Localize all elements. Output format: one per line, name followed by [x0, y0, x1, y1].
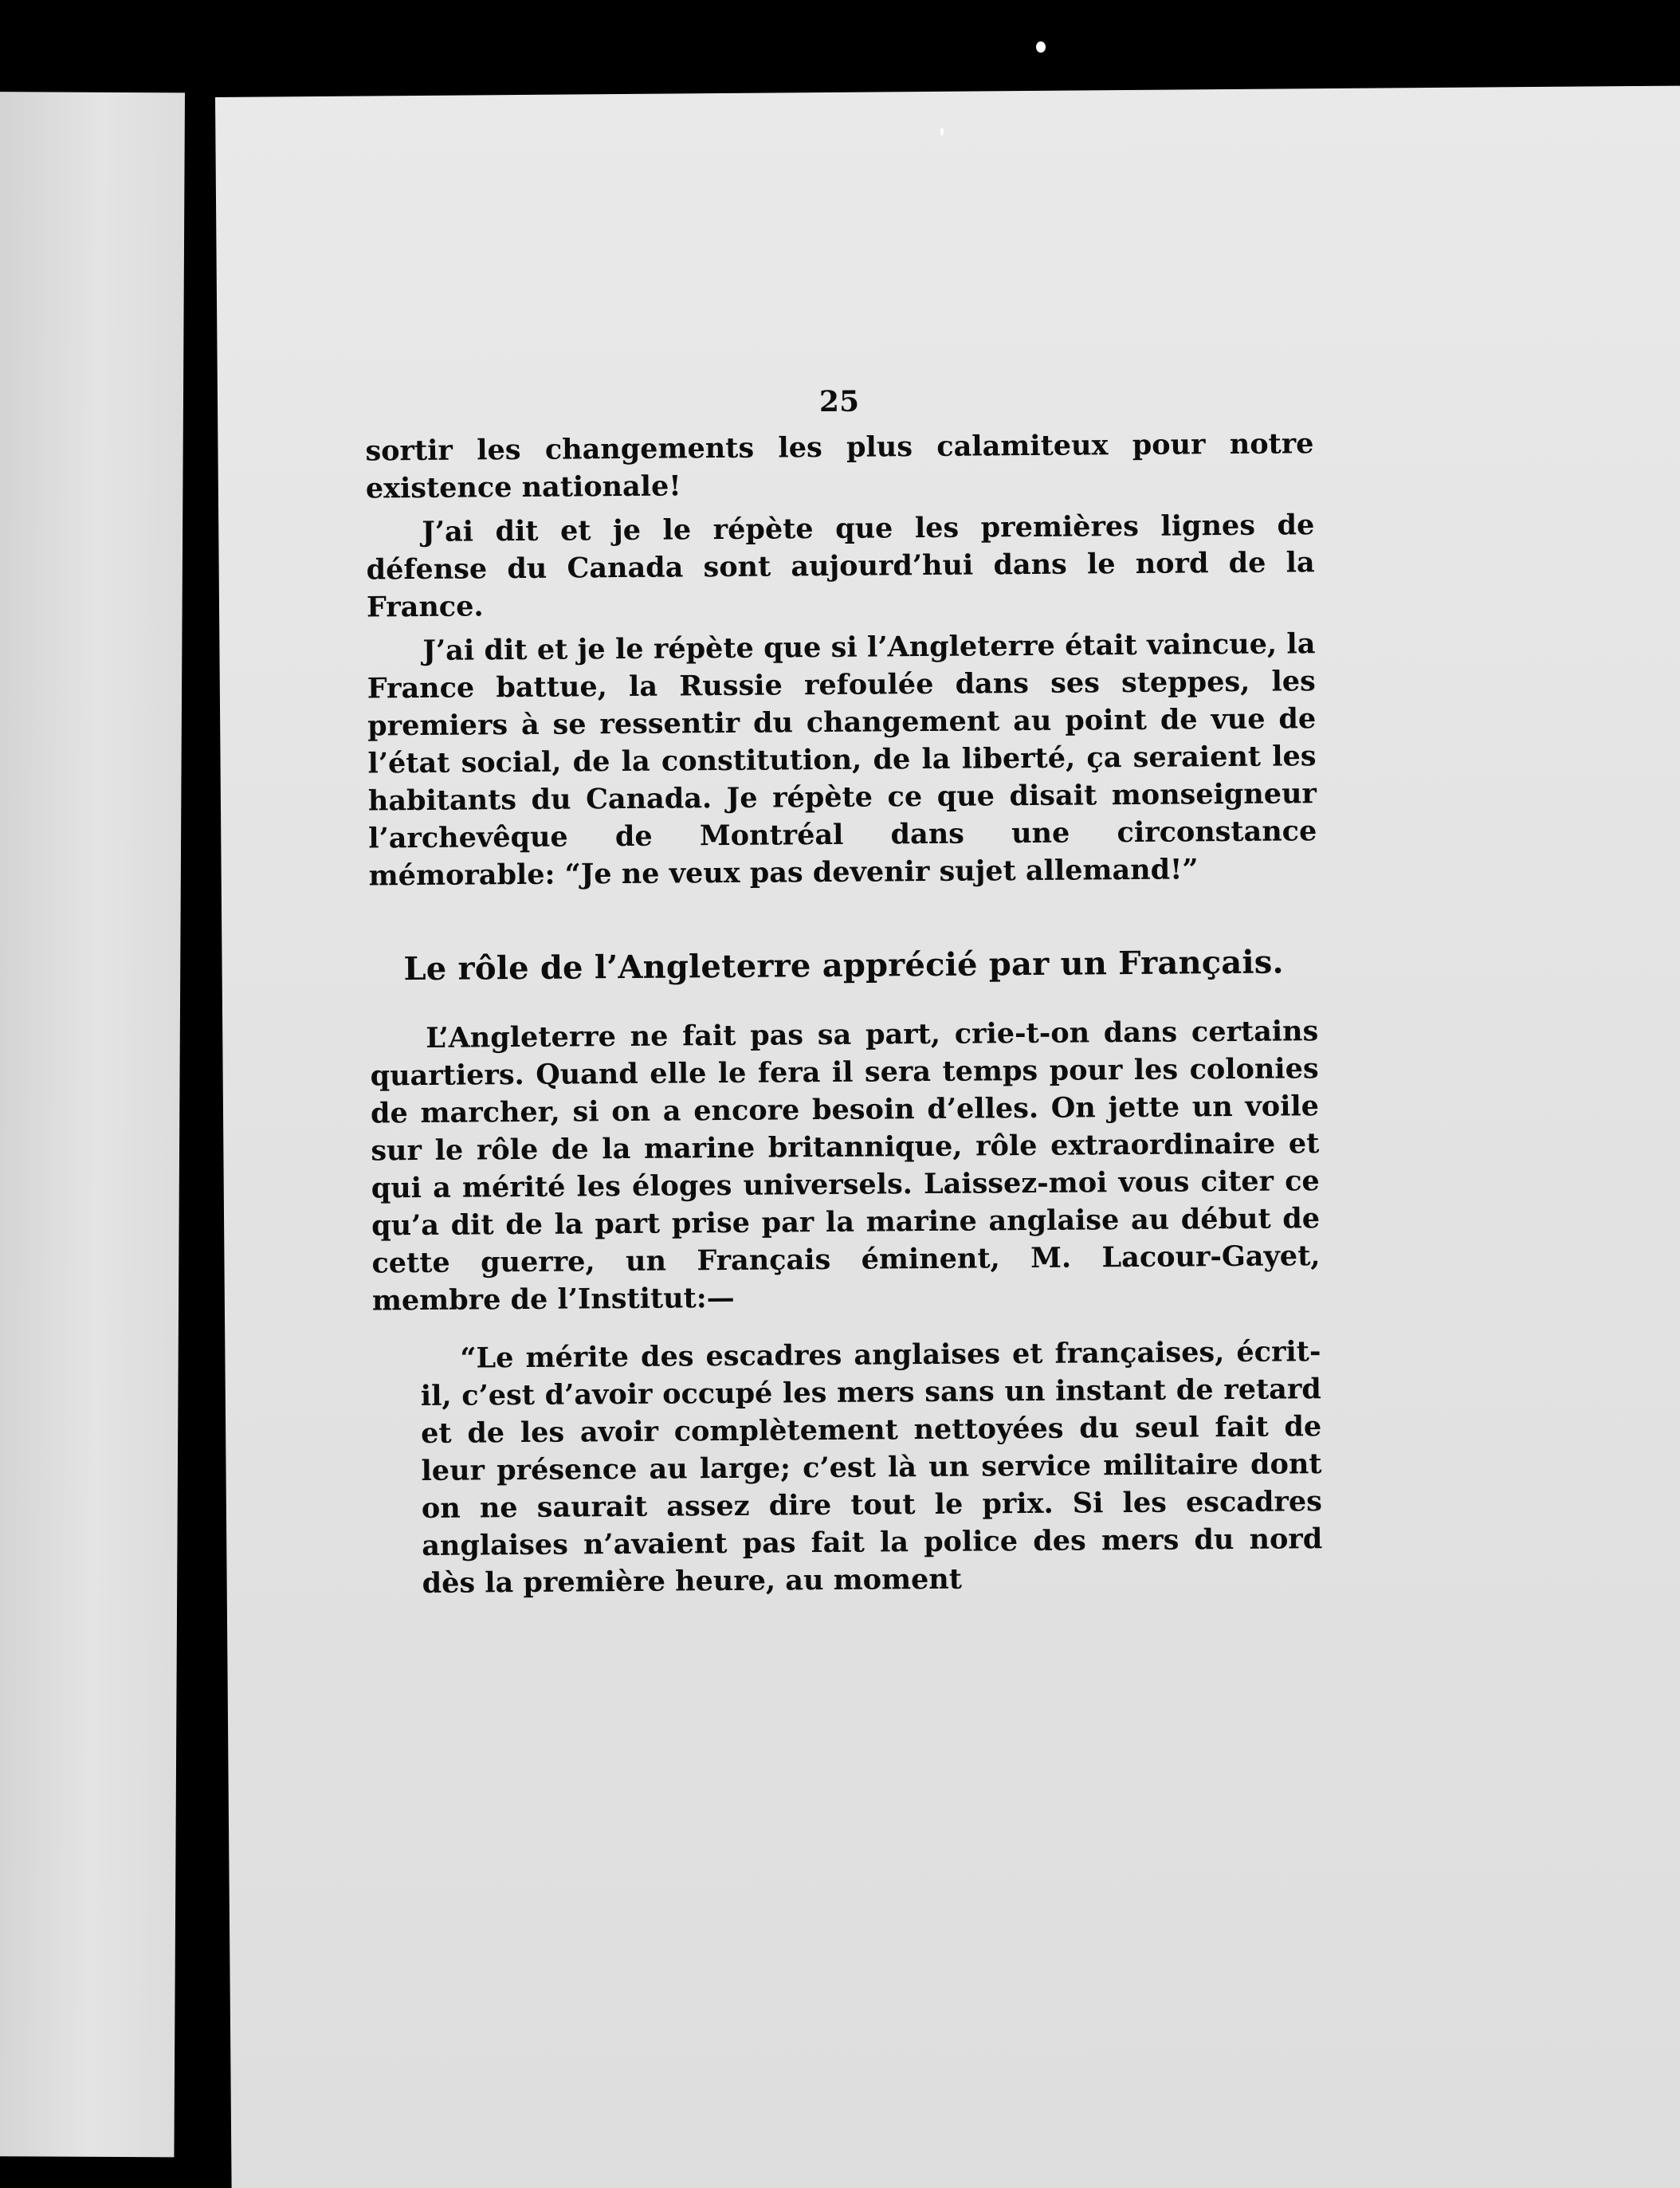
paragraph: J’ai dit et je le répète que les premières lignes de défense du Canada sont aujourd’hui dans le nord de la France.: [366, 509, 1315, 624]
section-heading: Le rôle de l’Angleterre apprécié par un Français.: [403, 943, 1284, 988]
paragraph: J’ai dit et je le répète que si l’Angleterre était vaincue, la France battue, la Russie refoulée dans ses steppes, les premiers à se ressentir du changement au point de vue de l’état social, de la constitution, de la liberté, ça seraient les habitants du Canada. Je répète ce que disait monseigneur l’archevêque de Montréal dans une circonstance mémorable: “Je ne veux pas devenir sujet allemand!”: [367, 627, 1317, 893]
section-paragraph: L’Angleterre ne fait pas sa part, crie-t-on dans certains quartiers. Quand elle le fera il sera temps pour les colonies de marcher, si on a encore besoin d’elles. On jette un voile sur le rôle de la marine britannique, rôle extraordinaire et qui a mérité les éloges universels. Laissez-moi vous citer ce qu’a dit de la part prise par la marine anglaise au début de cette guerre, un Français éminent, M. Lacour-Gayet, membre de l’Institut:—: [370, 1015, 1321, 1318]
page-number: 25: [818, 384, 860, 419]
film-speck: [1036, 41, 1046, 53]
left-page-edge: [0, 92, 185, 2157]
book-page: [215, 86, 1680, 2188]
page-text-block: [365, 379, 1323, 1602]
paragraph: sortir les changements les plus calamiteux pour notre existence nationale!: [365, 427, 1314, 505]
block-quote: “Le mérite des escadres anglaises et françaises, écrit-il, c’est d’avoir occupé les mers sans un instant de retard et de les avoir complètement nettoyées du seul fait de leur présence au large; c’est là un service militaire dont on ne saurait assez dire tout le prix. Si les escadres anglaises n’avaient pas fait la police des mers du nord dès la première heure, au moment: [420, 1335, 1323, 1601]
film-speck: [940, 128, 944, 136]
